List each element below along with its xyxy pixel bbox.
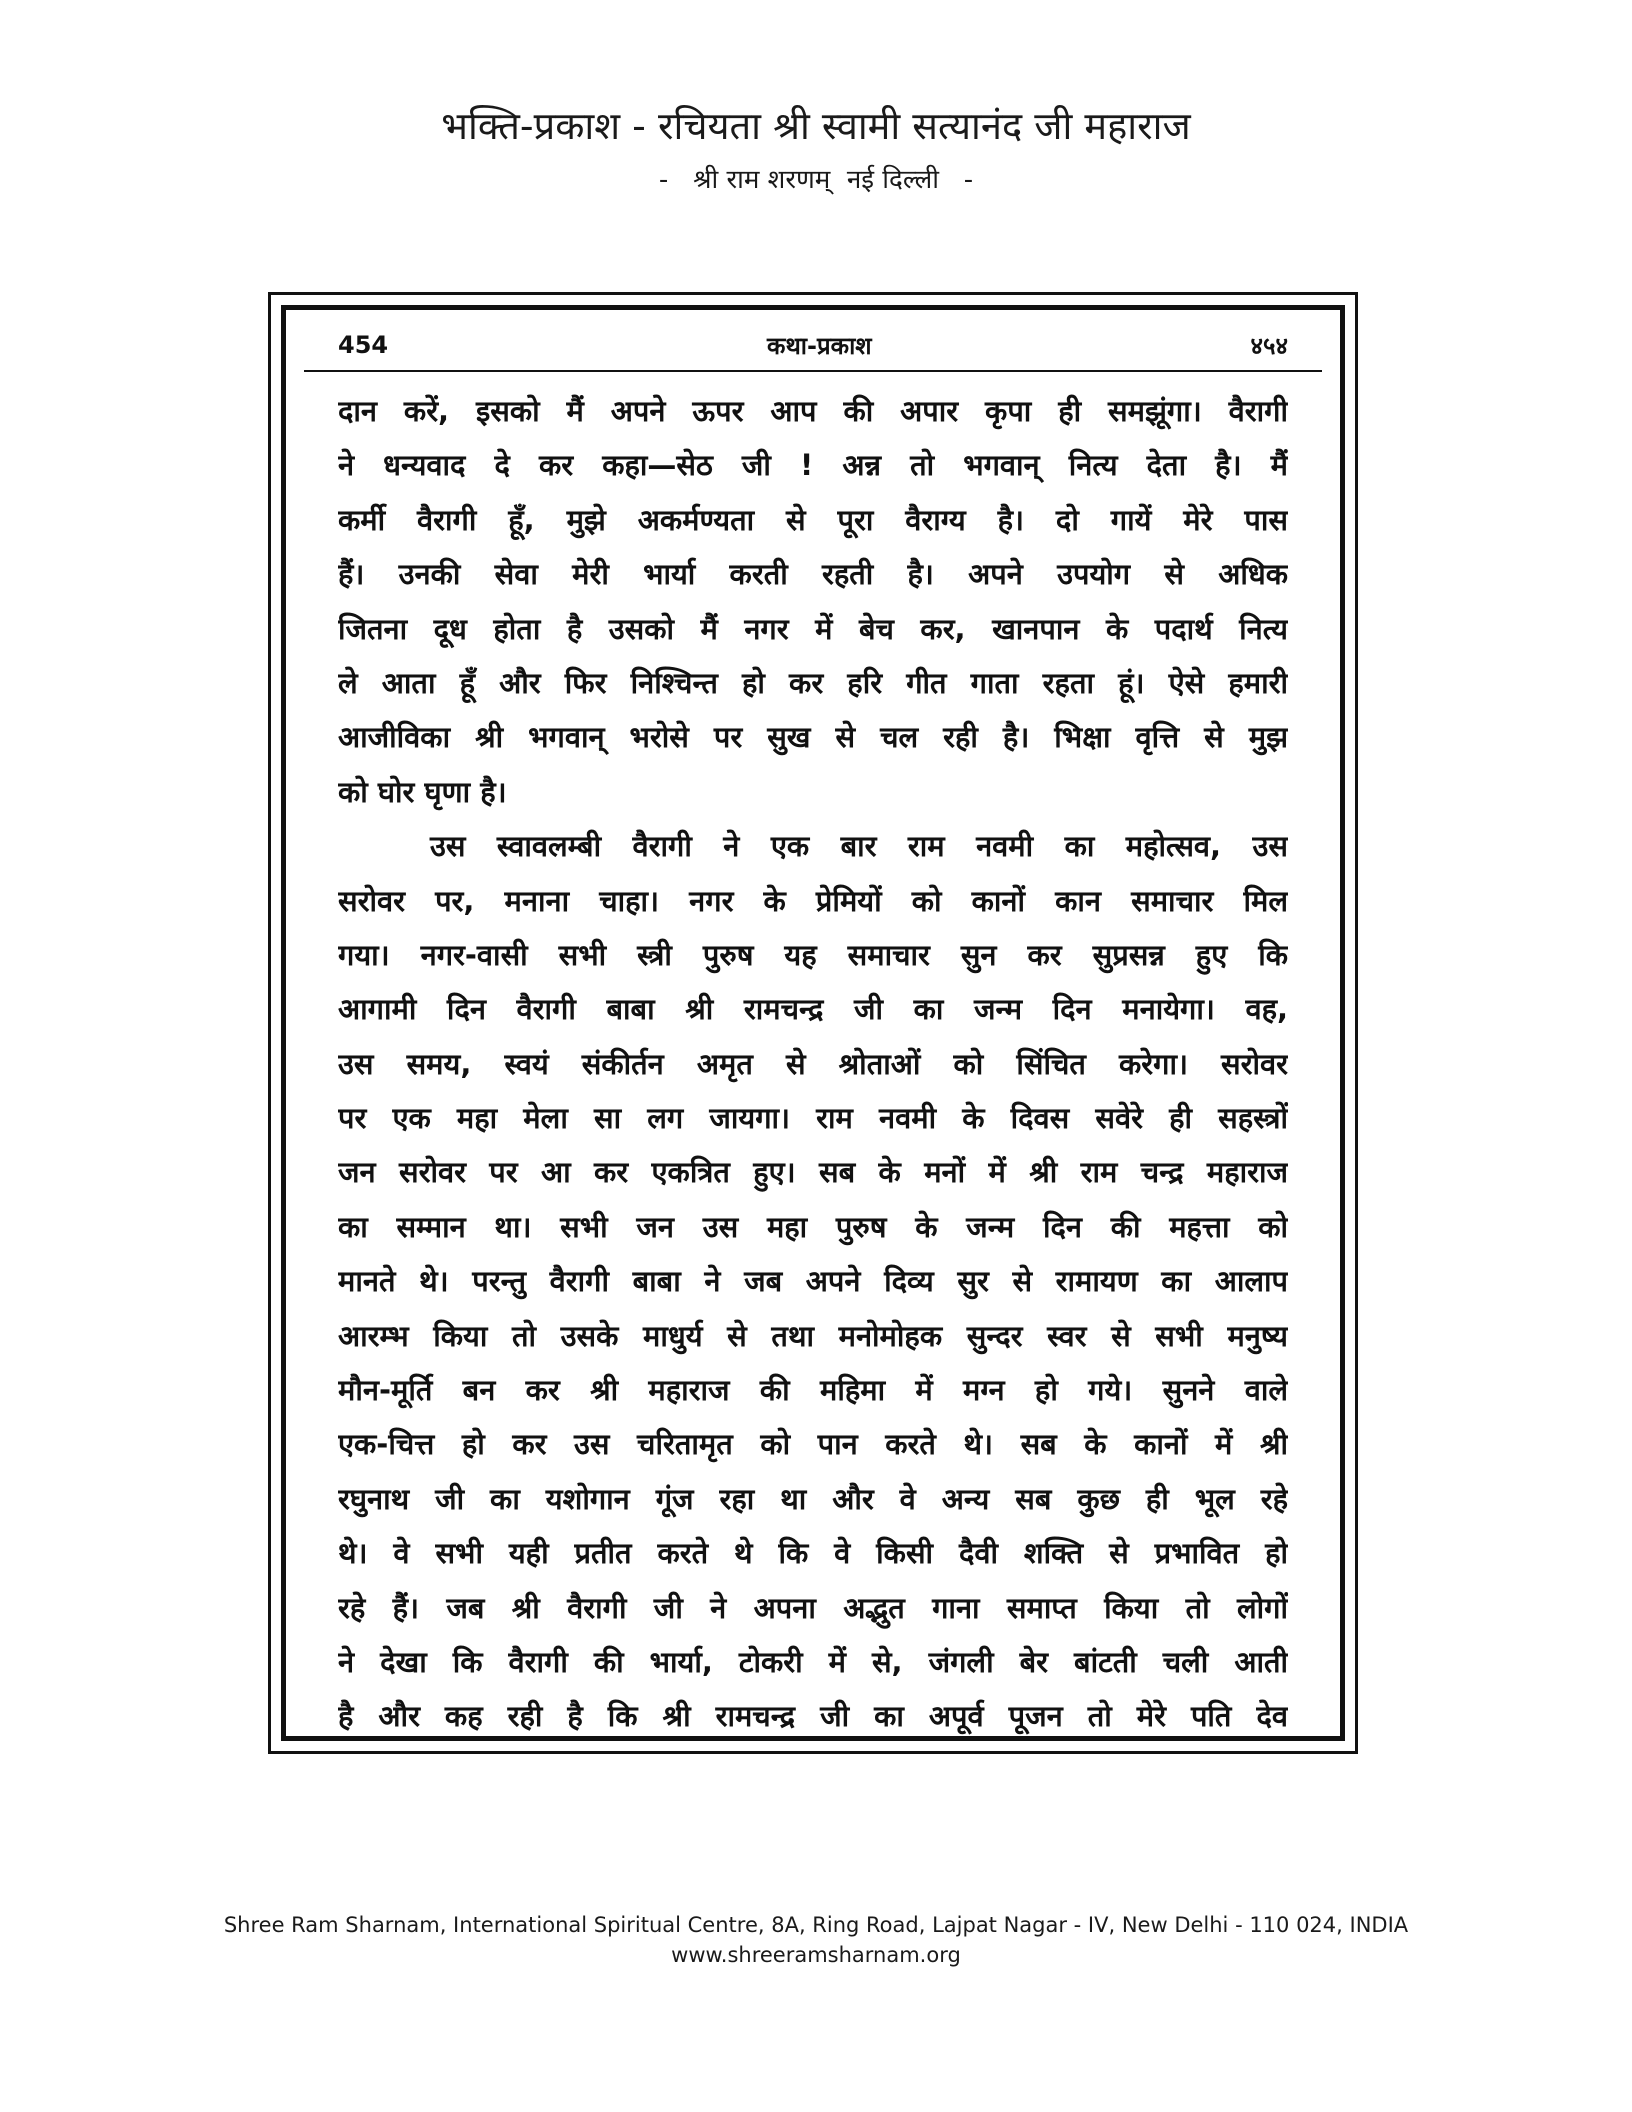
text-line: मौन-मूर्ति बन कर श्री महाराज की महिमा में मग्न हो गये। सुनने वाले bbox=[338, 1373, 1288, 1408]
text-line: सरोवर पर, मनाना चाहा। नगर के प्रेमियों को कानों कान समाचार मिल bbox=[338, 883, 1288, 918]
text-line: को घोर घृणा है। bbox=[338, 774, 507, 809]
text-line: हैं। उनकी सेवा मेरी भार्या करती रहती है। अपने उपयोग से अधिक bbox=[338, 557, 1288, 592]
page-number-devanagari: ४५४ bbox=[1250, 331, 1288, 360]
running-head bbox=[304, 320, 1322, 372]
body-text bbox=[338, 384, 1288, 1744]
page-header bbox=[0, 100, 1632, 200]
publisher-line: - श्री राम शरणम् नई दिल्ली - bbox=[658, 165, 974, 195]
text-line: ने धन्यवाद दे कर कहा—सेठ जी ! अन्न तो भगवान् नित्य देता है। मैं bbox=[338, 448, 1288, 483]
text-line: आरम्भ किया तो उसके माधुर्य से तथा मनोमोहक सुन्दर स्वर से सभी मनुष्य bbox=[338, 1318, 1288, 1353]
text-line: एक-चित्त हो कर उस चरितामृत को पान करते थे। सब के कानों में श्री bbox=[338, 1427, 1288, 1462]
text-line: गया। नगर-वासी सभी स्त्री पुरुष यह समाचार सुन कर सुप्रसन्न हुए कि bbox=[338, 937, 1288, 972]
text-line: रहे हैं। जब श्री वैरागी जी ने अपना अद्भुत गाना समाप्त किया तो लोगों bbox=[338, 1590, 1288, 1625]
text-line: जितना दूध होता है उसको मैं नगर में बेच कर, खानपान के पदार्थ नित्य bbox=[338, 611, 1288, 646]
text-line: ने देखा कि वैरागी की भार्या, टोकरी में से, जंगली बेर बांटती चली आती bbox=[338, 1644, 1288, 1679]
text-line: मानते थे। परन्तु वैरागी बाबा ने जब अपने दिव्य सुर से रामायण का आलाप bbox=[338, 1264, 1288, 1299]
section-title: कथा-प्रकाश bbox=[767, 331, 872, 360]
page-border-inner bbox=[281, 305, 1345, 1741]
text-line: रघुनाथ जी का यशोगान गूंज रहा था और वे अन्य सब कुछ ही भूल रहे bbox=[338, 1481, 1288, 1516]
text-line: उस समय, स्वयं संकीर्तन अमृत से श्रोताओं को सिंचित करेगा। सरोवर bbox=[338, 1046, 1288, 1081]
text-line: आजीविका श्री भगवान् भरोसे पर सुख से चल रही है। भिक्षा वृत्ति से मुझ bbox=[338, 720, 1288, 755]
text-line: कर्मी वैरागी हूँ, मुझे अकर्मण्यता से पूरा वैराग्य है। दो गायें मेरे पास bbox=[338, 502, 1288, 537]
footer-website: www.shreeramsharnam.org bbox=[671, 1943, 961, 1967]
page-footer bbox=[0, 1910, 1632, 1970]
text-line: आगामी दिन वैरागी बाबा श्री रामचन्द्र जी का जन्म दिन मनायेगा। वह, bbox=[338, 992, 1288, 1027]
text-line: ले आता हूँ और फिर निश्चिन्त हो कर हरि गीत गाता रहता हूं। ऐसे हमारी bbox=[338, 665, 1288, 700]
text-line: जन सरोवर पर आ कर एकत्रित हुए। सब के मनों में श्री राम चन्द्र महाराज bbox=[338, 1155, 1288, 1190]
book-title: भक्ति-प्रकाश - रचियता श्री स्वामी सत्यानंद जी महाराज bbox=[441, 104, 1191, 148]
text-line: थे। वे सभी यही प्रतीत करते थे कि वे किसी दैवी शक्ति से प्रभावित हो bbox=[338, 1536, 1288, 1571]
text-line: का सम्मान था। सभी जन उस महा पुरुष के जन्म दिन की महत्ता को bbox=[338, 1209, 1288, 1244]
footer-address: Shree Ram Sharnam, International Spiritual Centre, 8A, Ring Road, Lajpat Nagar - IV, New Delhi - 110 024, INDIA bbox=[223, 1913, 1409, 1937]
paragraph-start-line: उस स्वावलम्बी वैरागी ने एक बार राम नवमी का महोत्सव, उस bbox=[430, 829, 1288, 864]
text-line: दान करें, इसको मैं अपने ऊपर आप की अपार कृपा ही समझूंगा। वैरागी bbox=[338, 394, 1288, 428]
page-border-outer bbox=[268, 292, 1358, 1754]
text-line: है और कह रही है कि श्री रामचन्द्र जी का अपूर्व पूजन तो मेरे पति देव bbox=[338, 1699, 1288, 1734]
page-number-arabic: 454 bbox=[338, 331, 389, 359]
text-line: पर एक महा मेला सा लग जायगा। राम नवमी के दिवस सवेरे ही सहस्त्रों bbox=[338, 1101, 1288, 1136]
